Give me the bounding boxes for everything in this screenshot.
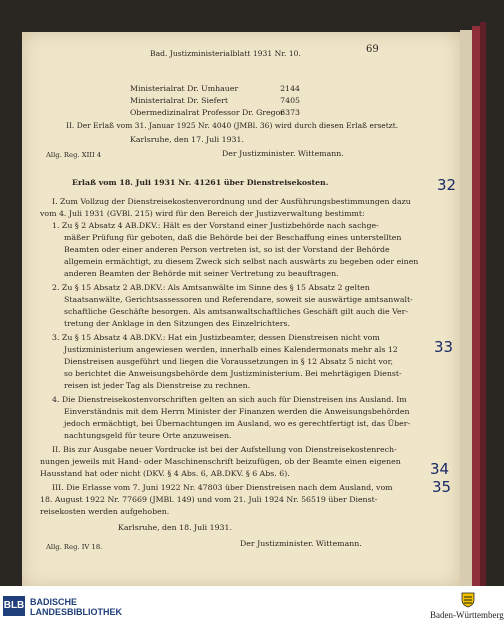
item-line: schaftliche Geschäfte besorgen. Als amtsanwaltschaftliches Geschäft gilt auch die Ver-	[64, 307, 409, 316]
decree-title: Erlaß vom 18. Juli 1931 Nr. 41261 über Dienstreisekosten.	[72, 178, 329, 187]
item-line: Beamten oder einer anderen Person vertreten ist, so ist der Vorstand der Behörde	[64, 245, 390, 254]
blb-logo[interactable]: BLB	[3, 596, 25, 616]
official-number: 7405	[280, 96, 300, 105]
item-line: Dienstreisen ausgeführt und liegen die Voraussetzungen in § 12 Absatz 5 nicht vor,	[64, 357, 393, 366]
item-line: 4. Die Dienstreisekostenvorschriften gelten an sich auch für Dienstreisen ins Ausland. Im	[52, 395, 407, 404]
file-reference: Allg. Reg. IV 18.	[46, 543, 103, 551]
section-line: nungen jeweils mit Hand- oder Maschinenschrift beizufügen, ob der Beamte einen eigenen	[40, 457, 401, 466]
section-line: reisekosten werden aufgehoben.	[40, 507, 170, 516]
section-line: 18. August 1922 Nr. 77669 (JMBl. 149) und vom 21. Juli 1924 Nr. 56519 über Dienst-	[40, 495, 378, 504]
place-date: Karlsruhe, den 18. Juli 1931.	[118, 523, 232, 532]
item-line: anderen Beamten der Behörde mit seiner Vertretung zu beauftragen.	[64, 269, 339, 278]
item-line: tretung der Anklage in den Sitzungen des Einzelrichters.	[64, 319, 290, 328]
page-number: 69	[366, 44, 379, 55]
running-title: Bad. Justizministerialblatt 1931 Nr. 10.	[150, 49, 301, 58]
official-number: 2144	[280, 84, 300, 93]
item-line: 1. Zu § 2 Absatz 4 AB.DKV.: Hält es der Vorstand einer Justizbehörde nach sachge-	[52, 221, 379, 230]
margin-note: 32	[437, 176, 457, 194]
library-name-line: LANDESBIBLIOTHEK	[30, 607, 122, 617]
item-line: jedoch ermächtigt, bei Übernachtungen im Ausland, wo es gerechtfertigt ist, das Über-	[64, 419, 411, 428]
place-date: Karlsruhe, den 17. Juli 1931.	[130, 135, 244, 144]
item-line: 2. Zu § 15 Absatz 2 AB.DKV.: Als Amtsanwälte im Sinne des § 15 Absatz 2 gelten	[52, 283, 370, 292]
section-line: Hausstand hat oder nicht (DKV. § 4 Abs. 6, AB.DKV. § 6 Abs. 6).	[40, 469, 290, 478]
page-edges	[460, 30, 472, 586]
state-name: Baden-Württemberg	[430, 610, 504, 620]
section-line: II. Bis zur Ausgabe neuer Vordrucke ist bei der Aufstellung von Dienstreisekostenrech-	[52, 445, 397, 454]
margin-note: 34	[430, 460, 450, 478]
signature: Der Justizminister. Wittemann.	[222, 149, 344, 158]
item-line: 3. Zu § 15 Absatz 4 AB.DKV.: Hat ein Justizbeamter, dessen Dienstreisen nicht vom	[52, 333, 380, 342]
item-line: Einverständnis mit dem Herrn Minister der Finanzen werden die Anweisungsbehörden	[64, 407, 410, 416]
item-line: Staatsanwälte, Gerichtsassessoren und Referendare, soweit sie auswärtige amtsanwalt-	[64, 295, 413, 304]
previous-decree-repeal: II. Der Erlaß vom 31. Januar 1925 Nr. 4040 (JMBl. 36) wird durch diesen Erlaß ersetzt.	[66, 121, 399, 130]
item-line: nachtungsgeld für teure Orte anzuweisen.	[64, 431, 232, 440]
library-name-line: BADISCHE	[30, 597, 78, 607]
margin-note: 33	[434, 338, 454, 356]
item-line: so berichtet die Anweisungsbehörde dem Justizministerium. Bei mehrtägigen Dienst-	[64, 369, 402, 378]
library-name[interactable]	[30, 597, 122, 617]
coat-of-arms-icon	[461, 592, 475, 608]
official-name: Obermedizinalrat Professor Dr. Gregor	[130, 108, 285, 117]
section-line: III. Die Erlasse vom 7. Juni 1922 Nr. 47803 über Dienstreisen nach dem Ausland, vom	[52, 483, 393, 492]
intro-line: vom 4. Juli 1931 (GVBl. 215) wird für den Bereich der Justizverwaltung bestimmt:	[40, 209, 365, 218]
official-name: Ministerialrat Dr. Umhauer	[130, 84, 239, 93]
item-line: Justizministerium angewiesen werden, innerhalb eines Kalendermonats mehr als 12	[64, 345, 398, 354]
intro-line: I. Zum Vollzug der Dienstreisekostenverordnung und der Ausführungsbestimmungen dazu	[52, 197, 411, 206]
official-number: 6373	[280, 108, 300, 117]
item-line: mäßer Prüfung für geboten, daß die Behörde bei der Beschaffung eines unterstellten	[64, 233, 402, 242]
official-name: Ministerialrat Dr. Siefert	[130, 96, 228, 105]
margin-note: 35	[432, 478, 452, 496]
item-line: allgemein ermächtigt, zu diesem Zweck sich selbst nach auswärts zu begeben oder einen	[64, 257, 419, 266]
signature: Der Justizminister. Wittemann.	[240, 539, 362, 548]
item-line: reisen ist jeder Tag als Dienstreise zu rechnen.	[64, 381, 251, 390]
file-reference: Allg. Reg. XIII 4	[46, 151, 102, 159]
book-binding-shadow	[480, 22, 486, 586]
book-binding	[472, 26, 480, 586]
